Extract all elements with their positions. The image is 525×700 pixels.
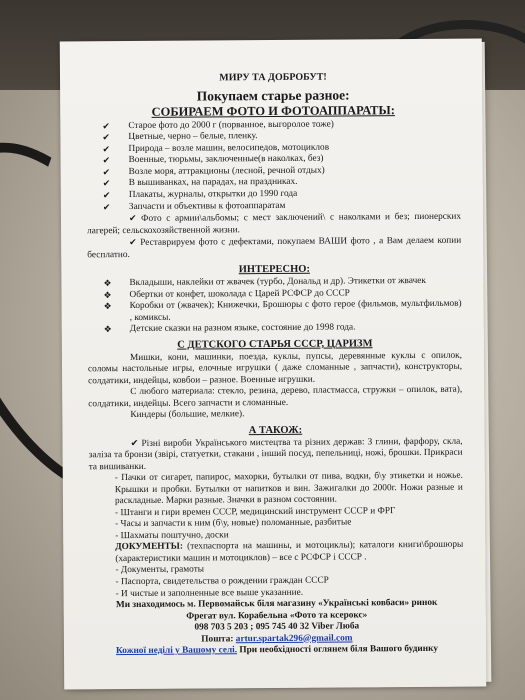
diamond-icon: ❖ bbox=[103, 278, 112, 289]
checkmark-icon: ✔ bbox=[102, 144, 111, 155]
list-item: ✔ Запчасти и объективы к фотоаппаратам bbox=[102, 200, 286, 212]
contact-address-2: Фрегат вул. Корабельна «Фото та ксерокс» bbox=[186, 609, 368, 622]
checkmark-icon: ✔ bbox=[102, 190, 111, 201]
also-p3: - Штанги и гири времен СССР, медицинский инструмент СССР и ФРГ bbox=[115, 506, 396, 519]
also-p8: - И чистые и заполненные все выше указанние. bbox=[115, 587, 304, 599]
also-p2: - Пачки от сигарет, папирос, махорки, бутылки от пива, водки, б\у этикетки и ножье. Крышки и пробки. Бутылки от напитков и вин. Зажигалки до 2000г. Ножи разные и раскладные. Марки разные. Значки в разном состоянии. bbox=[114, 471, 463, 507]
interesting-title: ИНТЕРЕСНО: bbox=[238, 263, 310, 276]
also-p4: - Часы и запчасти к ним (б\у, новые) поломанные, разбитые bbox=[115, 517, 352, 530]
list-item: ✔ Военные, тюрьмы, заключенные(в наколках, без) bbox=[102, 154, 324, 166]
list-item: ✔ Возле моря, аттракционы (лесной, речной отдых) bbox=[102, 165, 325, 178]
checkmark-icon: ✔ bbox=[128, 212, 137, 224]
checkmark-icon: ✔ bbox=[102, 201, 111, 212]
list-item: ✔ В вышиванках, на парадах, на праздниках. bbox=[102, 177, 298, 189]
list-item: ❖ Детские сказки на разном языке, состояние до 1998 года. bbox=[103, 322, 356, 335]
checkmark-icon: ✔ bbox=[102, 121, 110, 132]
header-main: Покупаем старье разное: bbox=[196, 87, 350, 104]
header-top: МИРУ ТА ДОБРОБУТ! bbox=[219, 71, 327, 84]
checkmark-icon: ✔ bbox=[130, 438, 139, 449]
also-p5: - Шахматы поштучно, доски bbox=[115, 530, 229, 542]
also-p1: ✔ Різні вироби Українського мистецтва та різних держав: З глини, фарфору, скла, заліза та бронзи (звірі, статуетки, стакани , інший посуд, пепельниці, ножі, брошки. Прикраси та вишиванки. bbox=[88, 436, 463, 473]
list-item: ✔ Старое фото до 2000 г (порванное, выгоролое тоже) bbox=[102, 119, 334, 132]
list-item: ✔ Плакаты, журналы, открытки до 1990 года bbox=[102, 188, 298, 201]
diamond-icon: ❖ bbox=[103, 301, 112, 312]
list-item: ❖ Обертки от конфет, шоколада с Царей РСФСР до СССР bbox=[103, 288, 350, 300]
photo-list bbox=[86, 119, 461, 214]
contact-last: Кожної неділі у Вашому селі. При необхідності оглянем біля Вашого будинку bbox=[115, 643, 439, 657]
also-p6: - Документы, грамоты bbox=[115, 564, 205, 576]
childhood-title: С ДЕТСКОГО СТАРЬЯ СССР, ЦАРИЗМ bbox=[177, 337, 373, 351]
email-link[interactable]: artur.spartak296@gmail.com bbox=[235, 633, 353, 644]
flyer-sheet bbox=[60, 39, 487, 690]
list-item: ✔ Природа – возле машин, велосипедов, мотоциклов bbox=[102, 142, 330, 155]
photo-army-text: ✔ Фото с армии\альбомы; с мест заключений\ с наколками и без; пионерских лагерей; сельскохозяйственной жизни. bbox=[87, 211, 462, 236]
checkmark-icon: ✔ bbox=[102, 178, 111, 189]
header-sub: СОБИРАЕМ ФОТО И ФОТОАППАРАТЫ: bbox=[151, 103, 395, 119]
contact-address-1: Ми знаходимось м. Первомайськ біля магазину «Українські ковбаси» ринок bbox=[115, 597, 438, 611]
list-item: ❖ Вкладыши, наклейки от жвачек (турбо, Дональд и др). Этикетки от жвачек bbox=[103, 276, 426, 289]
diamond-icon: ❖ bbox=[103, 289, 112, 300]
childhood-p3: Киндеры (большие, мелкие). bbox=[130, 409, 245, 421]
diamond-icon: ❖ bbox=[103, 324, 112, 335]
docs-text: ДОКУМЕНТЫ: (техпаспорта на машины, и мотоциклы); каталоги книги\брошюры (характеристики машин и мотоциклов) – все с РСФСР і СССР . bbox=[115, 540, 464, 565]
interesting-list bbox=[87, 276, 461, 336]
photo-restore-text: ✔ Реставрируем фото с дефектами, покупаем ВАШИ фото , а Вам делаем копии бесплатно. bbox=[87, 235, 462, 260]
childhood-p1: Мишки, кони, машинки, поезда, куклы, пупсы, деревянные куклы с опилок, соломы настольные игры, елочные игрушки ( даже сломанные , запчасти), конструкторы, солдатики, индейцы, ковбои – разное. Военные игрушки. bbox=[87, 350, 463, 387]
contact-mail: Пошта: artur.spartak296@gmail.com bbox=[201, 633, 353, 645]
list-item: ❖ Коробки от (жвачек); Книжечки, Брошюры с фото герое (фильмов, мультфильмов) , комиксы. bbox=[103, 298, 462, 323]
contact-phones: 098 703 5 203 ; 095 745 40 32 Viber Люба bbox=[194, 621, 360, 633]
checkmark-icon: ✔ bbox=[102, 167, 111, 178]
list-item: ✔ Цветные, черно – белые, пленку. bbox=[102, 131, 258, 143]
childhood-p2: С любого материала: стекло, резина, дерево, пластмасса, стружки – опилок, вата), солдатики, индейцы. Всего запчасти и сломанные. bbox=[88, 384, 463, 410]
also-p7: - Паспорта, свидетельства о рождении граждан СССР bbox=[115, 575, 329, 588]
also-title: А ТАКОЖ: bbox=[248, 424, 303, 436]
checkmark-icon: ✔ bbox=[102, 132, 110, 143]
checkmark-icon: ✔ bbox=[102, 155, 111, 166]
every-sunday-link[interactable]: Кожної неділі у Вашому селі. bbox=[115, 645, 238, 657]
checkmark-icon: ✔ bbox=[129, 237, 137, 248]
